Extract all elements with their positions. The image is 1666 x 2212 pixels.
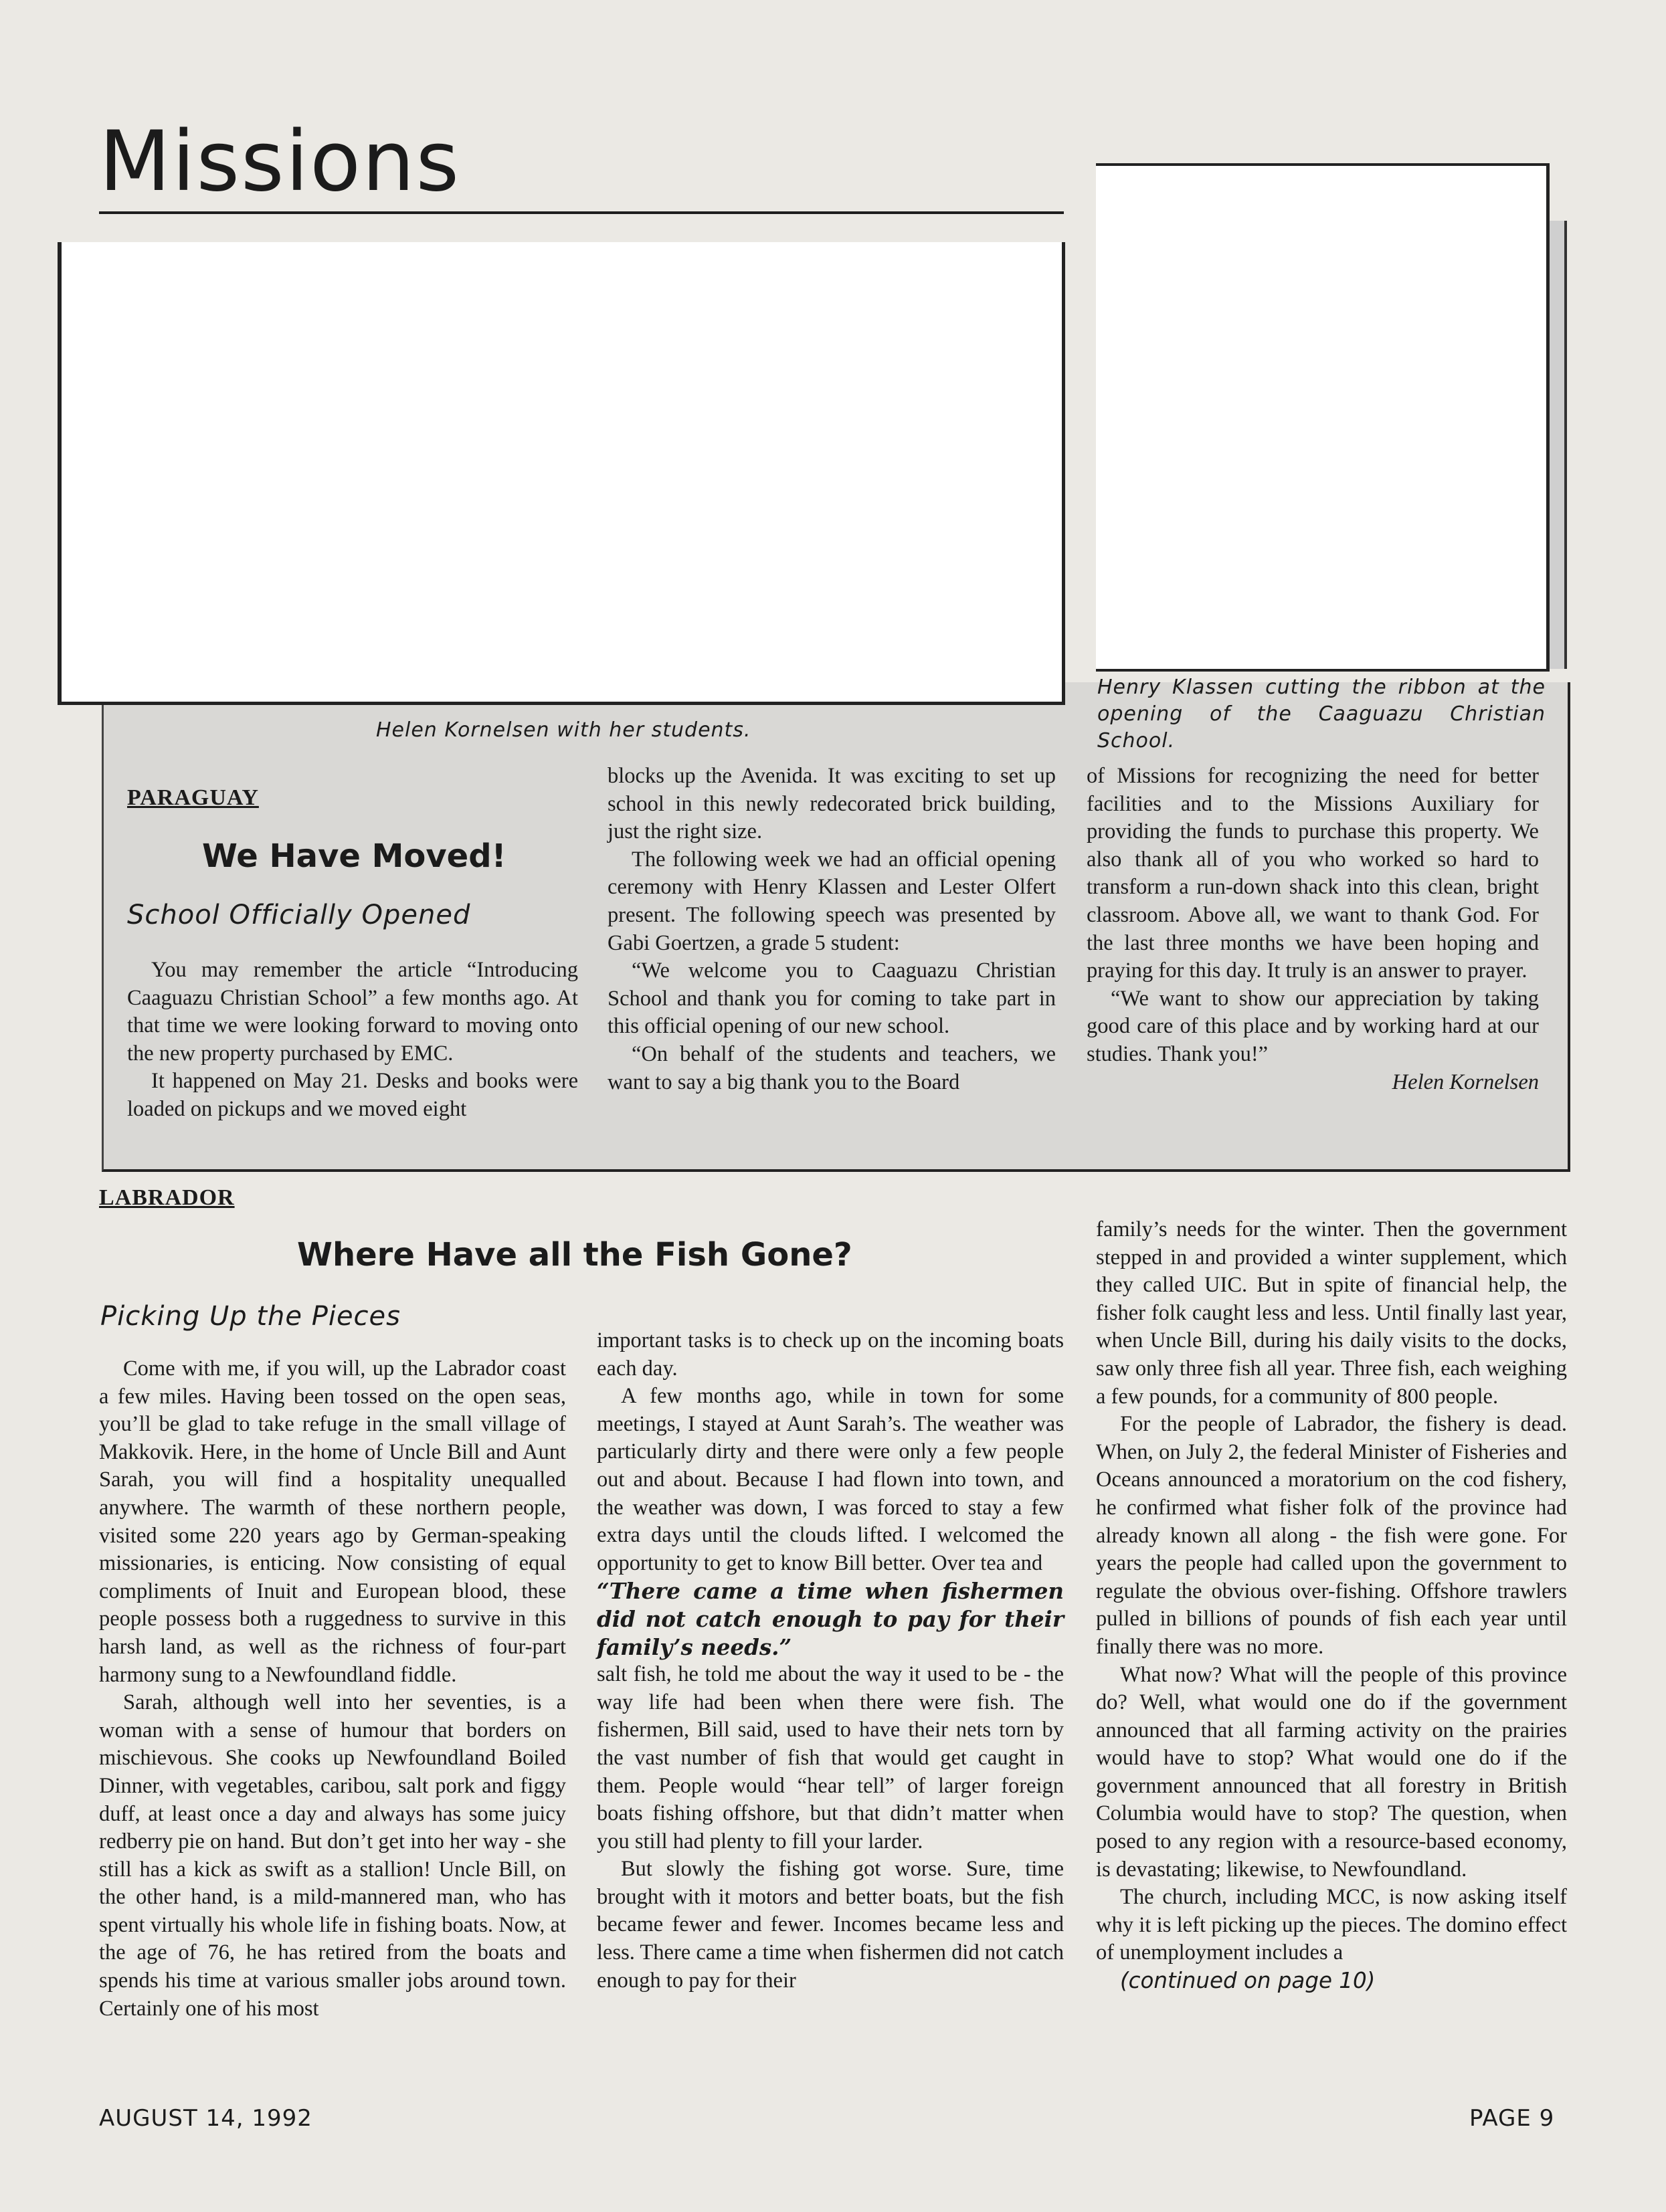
paraguay-headline: We Have Moved! [202,837,506,875]
continued-note: (continued on page 10) [1120,1968,1376,1994]
labrador-column-3 [1096,1216,1567,1995]
paraguay-column-3 [1087,763,1539,1096]
section-tag-paraguay: PARAGUAY [127,785,259,810]
photo-ribbon-cutting [1096,163,1550,672]
paraguay-column-1 [127,957,578,1124]
paraguay-column-2 [608,763,1056,1096]
photo-caption-left: Helen Kornelsen with her students. [376,718,751,742]
paragraph: salt fish, he told me about the way it used to be - the way life had been when there were fish. The fishermen, Bill said, used to have their nets torn by the vast number of fish that would get caught in them. People would “hear tell” of larger foreign boats fishing offshore, but that didn’t matter when you still had plenty to fill your larder. [597,1662,1064,1853]
paragraph: important tasks is to check up on the incoming boats each day. [597,1328,1064,1381]
section-title: Missions [99,114,461,210]
paragraph: family’s needs for the winter. Then the government stepped in and provided a winter supplement, which they called UIC. But in spite of financial help, the fisher folk caught less and less. Until finally last year, when Uncle Bill, during his daily visits to the docks, saw only three fish all year. Three fish, each weighing a few pounds, for a community of 800 people. [1096,1217,1567,1409]
paragraph: The church, including MCC, is now asking itself why it is left picking up the pieces. The domino effect of unemployment includes a [1096,1885,1567,1965]
paragraph: Come with me, if you will, up the Labrador coast a few miles. Having been tossed on the open seas, you’ll be glad to take refuge in the small village of Makkovik. Here, in the home of Uncle Bill and Aunt Sarah, you will find a hospitality unequalled anywhere. The warmth of these northern people, visited some 220 years ago by German-speaking missionaries, is enticing. Now consisting of equal compliments of Inuit and European blood, these people possess both a ruggedness to survive in this harsh land, as well as the richness of four-part harmony sung to a Newfoundland fiddle. [99,1356,566,1687]
paragraph: For the people of Labrador, the fishery is dead. When, on July 2, the federal Minister of Fisheries and Oceans announced a moratorium on the cod fishery, he confirmed what fisher folk of the province had already known all along - the fish were gone. For years the people had called upon the government to regulate the obvious over-fishing. Offshore trawlers pulled in billions of pounds of fish each year until finally there was no more. [1096,1412,1567,1659]
labrador-deck: Picking Up the Pieces [100,1301,401,1332]
byline-signature: Helen Kornelsen [1392,1070,1539,1094]
paragraph: It happened on May 21. Desks and books were loaded on pickups and we moved eight [127,1069,578,1121]
photo-helen-students [58,242,1065,705]
masthead-rule [99,211,1064,214]
labrador-headline: Where Have all the Fish Gone? [297,1236,852,1274]
page-number: PAGE 9 [1469,2105,1555,2132]
photo-caption-right: Henry Klassen cutting the ribbon at the opening of the Caaguazu Christian School. [1097,676,1546,752]
paragraph: What now? What will the people of this province do? Well, what would one do if the government announced that all farming activity on the prairies would have to stop? What would one do if the government announced that all forestry in British Columbia would have to stop? The question, when posed to any region with a resource-based economy, is devastating; likewise, to Newfoundland. [1096,1662,1567,1882]
paragraph: Sarah, although well into her seventies, is a woman with a sense of humour that borders on mischievous. She cooks up Newfoundland Boiled Dinner, with vegetables, caribou, salt pork and figgy duff, at least once a day and always has some juicy redberry pie on hand. But don’t get into her way - she still has a kick as swift as a stallion! Uncle Bill, on the other hand, is a mild-mannered man, who has spent virtually his whole life in fishing boats. Now, at the age of 76, he has retired from the boats and spends his time at various smaller jobs around town. Certainly one of his most [99,1690,566,2021]
issue-date: AUGUST 14, 1992 [99,2105,312,2132]
paragraph: A few months ago, while in town for some meetings, I stayed at Aunt Sarah’s. The weather was particularly dirty and there were only a few people out and about. Because I had flown into town, and the weather was down, I was forced to stay a few extra days until the clouds lifted. I welcomed the opportunity to get to know Bill better. Over tea and [597,1384,1064,1575]
paragraph: of Missions for recognizing the need for better facilities and to the Missions Auxiliary for providing the funds to purchase this property. We also thank all of you who worked so hard to transform a run-down shack into this clean, bright classroom. Above all, we want to thank God. For the last three months we have been hoping and praying for this day. It truly is an answer to prayer. [1087,764,1539,983]
paragraph: blocks up the Avenida. It was exciting to set up school in this newly redecorated brick building, just the right size. [608,764,1056,844]
paragraph: The following week we had an official opening ceremony with Henry Klassen and Lester Olfert present. The following speech was presented by Gabi Goertzen, a grade 5 student: [608,847,1056,955]
paragraph: You may remember the article “Introducing Caaguazu Christian School” a few months ago. At that time we were looking forward to moving onto the new property purchased by EMC. [127,958,578,1066]
paragraph: But slowly the fishing got worse. Sure, time brought with it motors and better boats, but the fish became fewer and fewer. Incomes became less and less. There came a time when fishermen did not catch enough to pay for their [597,1857,1064,1993]
photo-right-edge [1550,221,1567,669]
labrador-column-1 [99,1355,566,2023]
section-tag-labrador: LABRADOR [99,1185,235,1210]
labrador-column-2 [597,1327,1064,1995]
paraguay-deck: School Officially Opened [127,900,471,930]
paragraph: “On behalf of the students and teachers, we want to say a big thank you to the Board [608,1041,1056,1094]
paragraph: “We welcome you to Caaguazu Christian School and thank you for coming to take part in this official opening of our new school. [608,959,1056,1039]
paragraph: “We want to show our appreciation by taking good care of this place and by working hard at our studies. Thank you!” [1087,986,1539,1066]
pull-quote: “There came a time when fishermen did not catch enough to pay for their family’s needs.” [597,1578,1064,1660]
